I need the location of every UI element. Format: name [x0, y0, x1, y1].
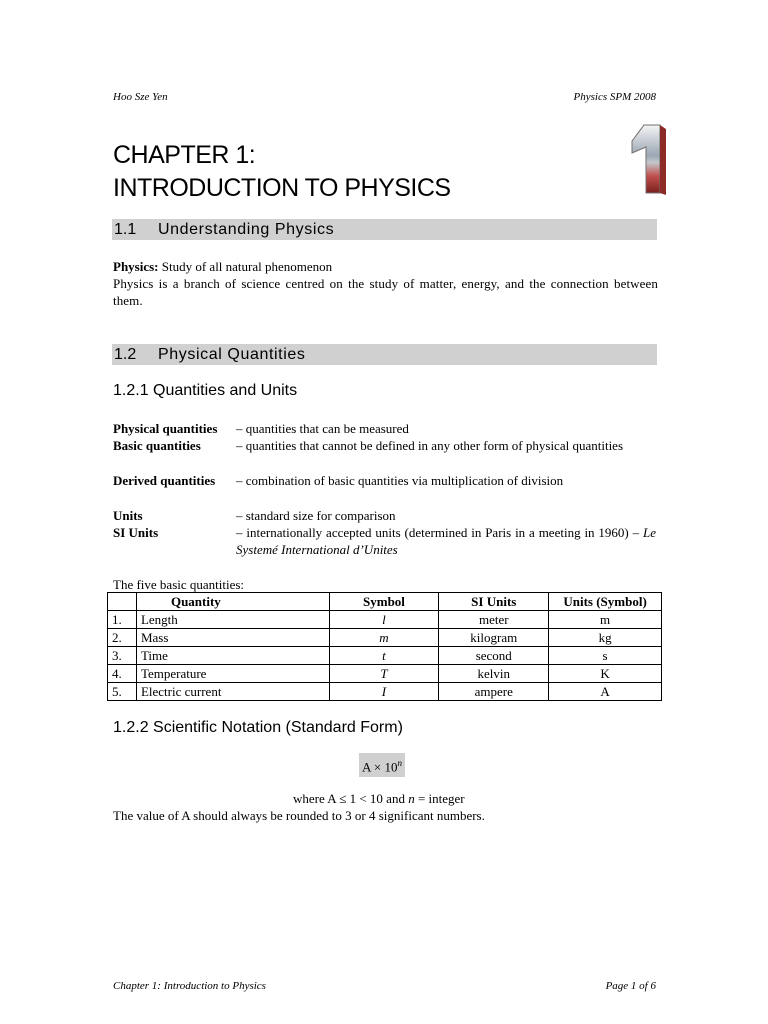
- scientific-notation-formula: [359, 753, 405, 777]
- quantity-cell: Time: [136, 647, 329, 665]
- chapter-label: CHAPTER 1:: [113, 141, 256, 169]
- definition-text: – quantities that cannot be defined in any other form of physical quantities: [236, 438, 624, 453]
- table-row: [108, 611, 662, 629]
- formula-condition: where A ≤ 1 < 10 and n = integer: [293, 791, 465, 806]
- quantity-cell: Length: [136, 611, 329, 629]
- section-number: 1.1: [114, 221, 137, 238]
- unit-symbol-cell: s: [549, 647, 662, 665]
- definition-term: Units: [113, 508, 143, 523]
- section-heading: [112, 219, 657, 240]
- unit-symbol-cell: kg: [549, 629, 662, 647]
- row-number: 4.: [108, 665, 137, 683]
- si-name-italic: Le Systemé International d’Unites: [236, 525, 656, 557]
- symbol-cell: m: [329, 629, 439, 647]
- definition-row: [113, 524, 656, 558]
- column-header: Units (Symbol): [549, 593, 662, 611]
- formula-exponent: n: [397, 758, 403, 768]
- section-number: 1.2: [114, 346, 137, 363]
- integer-variable: n: [408, 791, 415, 806]
- table-row: [108, 665, 662, 683]
- subsection-heading: 1.2.1 Quantities and Units: [113, 382, 298, 399]
- section-title: Understanding Physics: [158, 221, 335, 238]
- definition-term: SI Units: [113, 525, 159, 540]
- definition-row: [113, 472, 656, 489]
- column-header: Symbol: [329, 593, 439, 611]
- footer-page-number: Page 1 of 6: [605, 980, 656, 992]
- definition-row: [113, 420, 656, 437]
- column-header: Quantity: [136, 593, 329, 611]
- si-unit-cell: ampere: [439, 683, 549, 701]
- definition-term: Physical quantities: [113, 421, 218, 436]
- symbol-cell: T: [329, 665, 439, 683]
- definition-row: [113, 507, 656, 524]
- subsection-heading: 1.2.2 Scientific Notation (Standard Form): [113, 719, 403, 736]
- symbol-cell: l: [329, 611, 439, 629]
- quantity-cell: Temperature: [136, 665, 329, 683]
- definition-term: Physics:: [113, 259, 159, 274]
- table-row: [108, 683, 662, 701]
- definition-text: – standard size for comparison: [236, 508, 396, 523]
- si-unit-cell: kilogram: [439, 629, 549, 647]
- unit-symbol-cell: A: [549, 683, 662, 701]
- row-number: 2.: [108, 629, 137, 647]
- chapter-title: [113, 139, 451, 205]
- footer-chapter: Chapter 1: Introduction to Physics: [113, 980, 266, 992]
- physics-definition: [113, 258, 658, 309]
- definition-text: – combination of basic quantities via multiplication of division: [236, 473, 564, 488]
- si-unit-cell: meter: [439, 611, 549, 629]
- definition-row: [113, 437, 656, 471]
- section-title: Physical Quantities: [158, 346, 306, 363]
- table-row: [108, 629, 662, 647]
- table-row: [108, 647, 662, 665]
- table-intro: The five basic quantities:: [113, 577, 245, 592]
- header-author: Hoo Sze Yen: [113, 91, 168, 103]
- definition-text: Study of all natural phenomenon: [158, 259, 333, 274]
- si-unit-cell: second: [439, 647, 549, 665]
- column-header: SI Units: [439, 593, 549, 611]
- quantity-cell: Electric current: [136, 683, 329, 701]
- symbol-cell: I: [329, 683, 439, 701]
- basic-quantities-table: [107, 592, 662, 701]
- row-number: 5.: [108, 683, 137, 701]
- definition-term: Derived quantities: [113, 473, 216, 488]
- unit-symbol-cell: K: [549, 665, 662, 683]
- table-header-row: [108, 593, 662, 611]
- chapter-name: INTRODUCTION TO PHYSICS: [113, 174, 451, 202]
- quantity-cell: Mass: [136, 629, 329, 647]
- symbol-cell: t: [329, 647, 439, 665]
- chapter-number-graphic: [626, 121, 668, 197]
- row-number: 3.: [108, 647, 137, 665]
- section-heading: [112, 344, 657, 365]
- unit-symbol-cell: m: [549, 611, 662, 629]
- physics-paragraph: Physics is a branch of science centred on the study of matter, energy, and the connection between them.: [113, 276, 658, 308]
- definition-term: Basic quantities: [113, 438, 201, 453]
- formula-base: A × 10: [362, 759, 398, 775]
- si-unit-cell: kelvin: [439, 665, 549, 683]
- column-header: [108, 593, 137, 611]
- rounding-note: The value of A should always be rounded to 3 or 4 significant numbers.: [113, 808, 485, 823]
- row-number: 1.: [108, 611, 137, 629]
- header-course: Physics SPM 2008: [573, 91, 656, 103]
- definition-text: – quantities that can be measured: [236, 421, 409, 436]
- definition-text: – internationally accepted units (determined in Paris in a meeting in 1960) – Le Systemé International d’Unites: [236, 525, 656, 557]
